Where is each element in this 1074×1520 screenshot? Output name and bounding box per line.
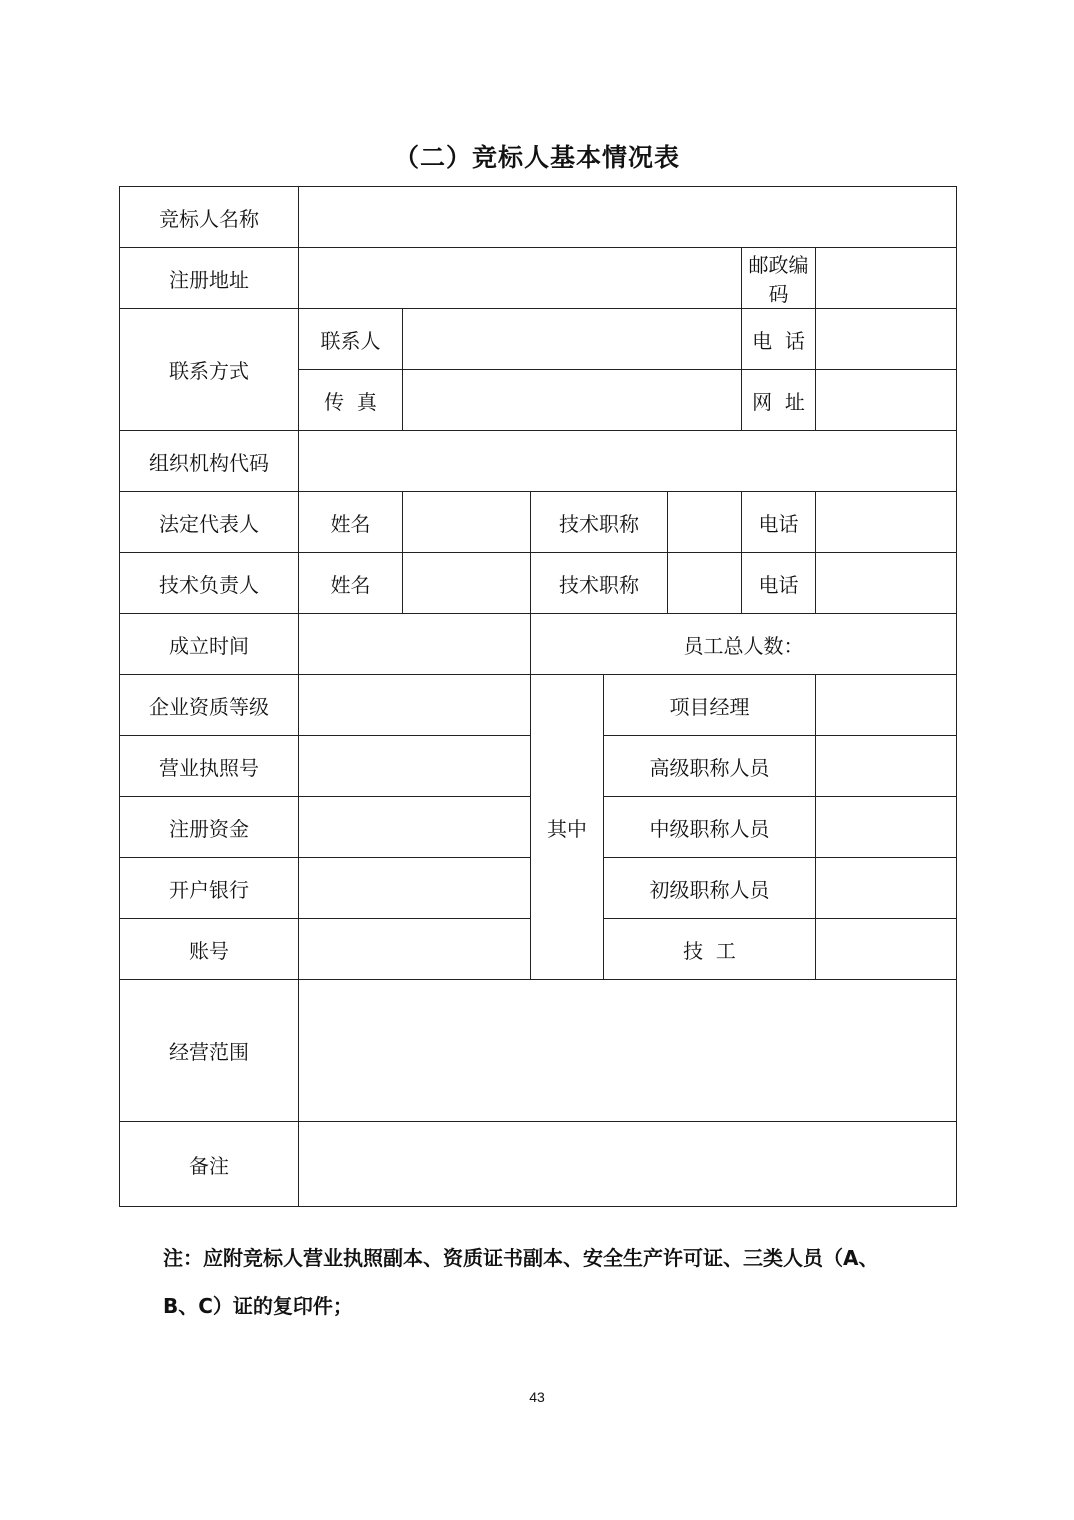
footnote — [163, 1234, 943, 1330]
row-tech-lead — [120, 553, 957, 614]
label-postal-code: 邮政编码 — [742, 248, 816, 309]
row-bidder-name — [120, 187, 957, 248]
label-tech-lead-name: 姓名 — [299, 553, 403, 614]
field-business-scope[interactable] — [299, 980, 957, 1122]
label-tech-lead: 技术负责人 — [120, 553, 299, 614]
label-among: 其中 — [531, 675, 604, 980]
field-reg-capital[interactable] — [299, 797, 531, 858]
field-established[interactable] — [299, 614, 531, 675]
field-postal-code[interactable] — [816, 248, 957, 309]
label-contact-phone: 电 话 — [742, 309, 816, 370]
field-technician[interactable] — [816, 919, 957, 980]
label-account: 账号 — [120, 919, 299, 980]
label-reg-address: 注册地址 — [120, 248, 299, 309]
label-bank: 开户银行 — [120, 858, 299, 919]
page-number: 43 — [529, 1389, 545, 1405]
field-tech-lead-phone[interactable] — [816, 553, 957, 614]
label-legal-rep-title: 技术职称 — [531, 492, 668, 553]
field-contact-person[interactable] — [403, 309, 742, 370]
row-established — [120, 614, 957, 675]
field-account[interactable] — [299, 919, 531, 980]
label-bidder-name: 竞标人名称 — [120, 187, 299, 248]
label-qualification: 企业资质等级 — [120, 675, 299, 736]
label-middle-staff: 中级职称人员 — [604, 797, 816, 858]
label-tech-lead-title: 技术职称 — [531, 553, 668, 614]
field-business-license[interactable] — [299, 736, 531, 797]
field-org-code[interactable] — [299, 431, 957, 492]
label-senior-staff: 高级职称人员 — [604, 736, 816, 797]
field-senior-staff[interactable] — [816, 736, 957, 797]
footnote-line-1: 注：应附竞标人营业执照副本、资质证书副本、安全生产许可证、三类人员（A、 — [163, 1246, 879, 1270]
label-established: 成立时间 — [120, 614, 299, 675]
row-remarks — [120, 1122, 957, 1207]
field-fax[interactable] — [403, 370, 742, 431]
field-legal-rep-title[interactable] — [668, 492, 742, 553]
label-contact-person: 联系人 — [299, 309, 403, 370]
label-project-manager: 项目经理 — [604, 675, 816, 736]
field-website[interactable] — [816, 370, 957, 431]
label-contact: 联系方式 — [120, 309, 299, 431]
row-qualification — [120, 675, 957, 736]
field-qualification[interactable] — [299, 675, 531, 736]
label-fax: 传 真 — [299, 370, 403, 431]
label-website: 网 址 — [742, 370, 816, 431]
label-business-scope: 经营范围 — [120, 980, 299, 1122]
label-legal-rep-name: 姓名 — [299, 492, 403, 553]
label-junior-staff: 初级职称人员 — [604, 858, 816, 919]
row-business-scope — [120, 980, 957, 1122]
field-reg-address[interactable] — [299, 248, 742, 309]
field-bank[interactable] — [299, 858, 531, 919]
label-org-code: 组织机构代码 — [120, 431, 299, 492]
field-middle-staff[interactable] — [816, 797, 957, 858]
bidder-info-table — [119, 186, 957, 1207]
field-project-manager[interactable] — [816, 675, 957, 736]
field-contact-phone[interactable] — [816, 309, 957, 370]
field-tech-lead-title[interactable] — [668, 553, 742, 614]
field-legal-rep-phone[interactable] — [816, 492, 957, 553]
label-technician: 技 工 — [604, 919, 816, 980]
field-junior-staff[interactable] — [816, 858, 957, 919]
row-legal-rep — [120, 492, 957, 553]
field-tech-lead-name[interactable] — [403, 553, 531, 614]
field-remarks[interactable] — [299, 1122, 957, 1207]
label-reg-capital: 注册资金 — [120, 797, 299, 858]
field-legal-rep-name[interactable] — [403, 492, 531, 553]
label-tech-lead-phone: 电话 — [742, 553, 816, 614]
label-total-staff: 员工总人数： — [531, 614, 957, 675]
label-business-license: 营业执照号 — [120, 736, 299, 797]
label-remarks: 备注 — [120, 1122, 299, 1207]
row-org-code — [120, 431, 957, 492]
label-legal-rep-phone: 电话 — [742, 492, 816, 553]
field-bidder-name[interactable] — [299, 187, 957, 248]
footnote-line-2: B、C）证的复印件； — [163, 1294, 353, 1318]
page-title: （二）竞标人基本情况表 — [393, 143, 680, 172]
row-contact-1 — [120, 309, 957, 370]
row-reg-address — [120, 248, 957, 309]
label-legal-rep: 法定代表人 — [120, 492, 299, 553]
